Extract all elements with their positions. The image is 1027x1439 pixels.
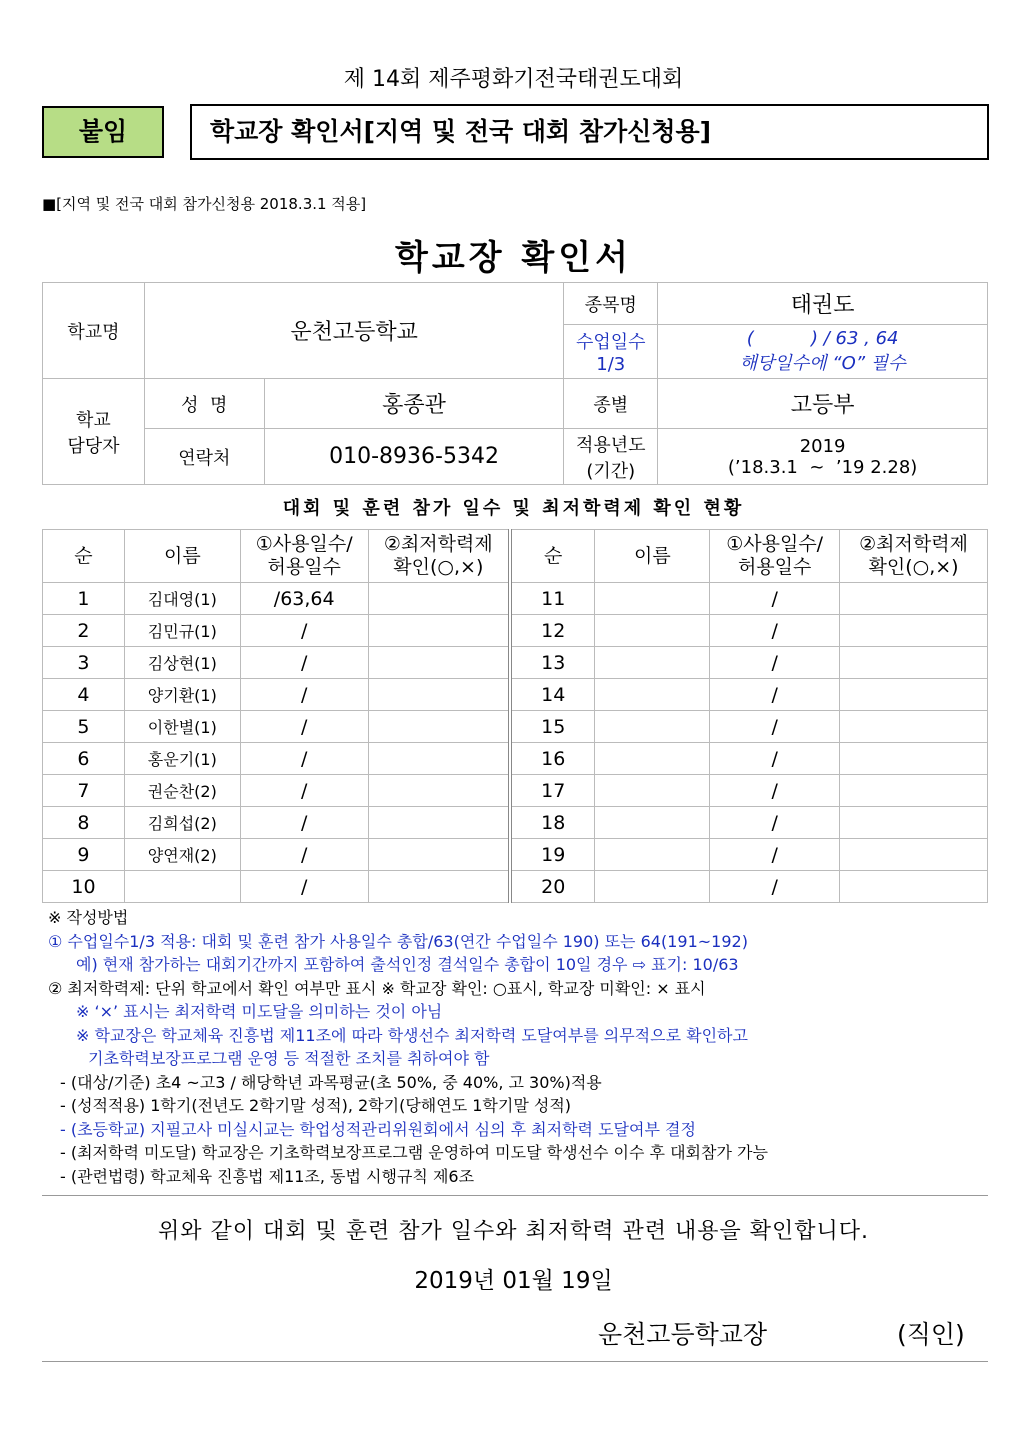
contact-value: 010-8936-5342 bbox=[264, 429, 564, 485]
table-row bbox=[43, 615, 988, 647]
row-number: 11 bbox=[510, 583, 595, 615]
min-grade-check bbox=[840, 871, 988, 903]
student-name: 권순찬(2) bbox=[124, 775, 240, 807]
student-name bbox=[595, 743, 710, 775]
class-days-label-1: 수업일수 bbox=[575, 332, 646, 353]
min-grade-check bbox=[840, 839, 988, 871]
header-no: 순 bbox=[510, 530, 595, 583]
min-grade-check bbox=[840, 743, 988, 775]
days-used: / bbox=[240, 839, 368, 871]
detail-5: - (관련법령) 학교체육 진흥법 제11조, 동법 시행규칙 제6조 bbox=[60, 1166, 475, 1186]
row-number: 13 bbox=[510, 647, 595, 679]
table-row bbox=[43, 711, 988, 743]
roster-title: 대회 및 훈련 참가 일수 및 최저학력제 확인 현황 bbox=[282, 498, 745, 519]
table-row bbox=[43, 807, 988, 839]
row-number: 9 bbox=[43, 839, 125, 871]
student-name bbox=[595, 679, 710, 711]
roster-table bbox=[42, 529, 988, 903]
manager-label bbox=[43, 379, 145, 485]
row-number: 7 bbox=[43, 775, 125, 807]
attachment-badge: 붙임 bbox=[42, 106, 164, 158]
class-days-label-2: 1/3 bbox=[596, 354, 626, 375]
instructions bbox=[48, 906, 993, 1188]
instruction-2-note-b: ※ 학교장은 학교체육 진흥법 제11조에 따라 학생선수 최저학력 도달여부를 의무적으로 확인하고 bbox=[76, 1025, 748, 1045]
days-used: / bbox=[710, 583, 840, 615]
student-name bbox=[124, 871, 240, 903]
school-name: 운천고등학교 bbox=[144, 283, 563, 379]
header-min-2: 확인(○,×) bbox=[868, 556, 959, 578]
row-number: 6 bbox=[43, 743, 125, 775]
official-seal: (직인) bbox=[897, 1320, 965, 1349]
row-number: 17 bbox=[510, 775, 595, 807]
class-days-label bbox=[564, 325, 658, 379]
student-name bbox=[595, 583, 710, 615]
header-days-1: ①사용일수/ bbox=[726, 533, 824, 555]
year-value-1: 2019 bbox=[799, 435, 846, 457]
days-used: / bbox=[240, 807, 368, 839]
min-grade-check bbox=[368, 871, 510, 903]
min-grade-check bbox=[368, 647, 510, 679]
header-min bbox=[368, 530, 510, 583]
days-used: / bbox=[710, 807, 840, 839]
year-label-2: (기간) bbox=[586, 460, 636, 482]
divider bbox=[42, 1195, 988, 1196]
class-days-value bbox=[658, 325, 988, 379]
student-name bbox=[595, 807, 710, 839]
row-number: 5 bbox=[43, 711, 125, 743]
header-name: 이름 bbox=[595, 530, 710, 583]
min-grade-check bbox=[840, 583, 988, 615]
table-row bbox=[43, 839, 988, 871]
student-name bbox=[595, 647, 710, 679]
principal-title: 운천고등학교장 bbox=[598, 1320, 768, 1349]
min-grade-check bbox=[368, 615, 510, 647]
header-days-2: 허용일수 bbox=[267, 556, 341, 578]
min-grade-check bbox=[368, 679, 510, 711]
detail-4: - (최저학력 미도달) 학교장은 기초학력보장프로그램 운영하여 미도달 학생선수 이수 후 대회참가 가능 bbox=[60, 1143, 768, 1162]
issue-date: 2019년 01월 19일 bbox=[414, 1268, 613, 1294]
days-used: / bbox=[710, 839, 840, 871]
year-value bbox=[658, 429, 988, 485]
instruction-2-text: ② 최저학력제: 단위 학교에서 확인 여부만 표시 ※ 학교장 확인: ○표시, 학교장 미확인: × 표시 bbox=[48, 978, 706, 998]
student-name: 이한별(1) bbox=[124, 711, 240, 743]
row-number: 2 bbox=[43, 615, 125, 647]
header-min-1: ②최저학력제 bbox=[859, 533, 968, 555]
year-value-2: (’18.3.1 ~ ’19 2.28) bbox=[727, 456, 918, 478]
instruction-2-note-c: 기초학력보장프로그램 운영 등 적절한 조치를 취하여야 함 bbox=[88, 1049, 490, 1068]
row-number: 15 bbox=[510, 711, 595, 743]
days-used: / bbox=[710, 871, 840, 903]
header-no: 순 bbox=[43, 530, 125, 583]
days-used: / bbox=[710, 679, 840, 711]
info-table bbox=[42, 282, 988, 485]
header-min-2: 확인(○,×) bbox=[393, 556, 484, 578]
student-name bbox=[595, 711, 710, 743]
student-name bbox=[595, 871, 710, 903]
header-min-1: ②최저학력제 bbox=[383, 533, 493, 555]
instruction-2 bbox=[48, 977, 993, 1001]
days-used: / bbox=[240, 615, 368, 647]
days-used: / bbox=[710, 743, 840, 775]
school-label: 학교명 bbox=[43, 283, 145, 379]
division-label: 종별 bbox=[564, 379, 658, 429]
student-name: 김민규(1) bbox=[124, 615, 240, 647]
class-days-value-2: 해당일수에 “O” 필수 bbox=[739, 353, 906, 374]
detail-2: - (성적적용) 1학기(전년도 2학기말 성적), 2학기(당해연도 1학기말 성적) bbox=[60, 1096, 572, 1115]
student-name: 김상현(1) bbox=[124, 647, 240, 679]
table-row bbox=[43, 583, 988, 615]
days-used: / bbox=[710, 615, 840, 647]
row-number: 8 bbox=[43, 807, 125, 839]
header-min bbox=[840, 530, 988, 583]
row-number: 19 bbox=[510, 839, 595, 871]
instruction-1-example: 예) 현재 참가하는 대회기간까지 포함하여 출석인정 결석일수 총합이 10일 경우 ⇨ 표기: 10/63 bbox=[76, 955, 739, 974]
student-name: 김희섭(2) bbox=[124, 807, 240, 839]
manager-label-1: 학교 bbox=[76, 409, 111, 431]
row-number: 1 bbox=[43, 583, 125, 615]
days-used: / bbox=[710, 647, 840, 679]
days-used: / bbox=[240, 871, 368, 903]
min-grade-check bbox=[840, 615, 988, 647]
class-days-value-1: ( ) / 63 , 64 bbox=[746, 328, 899, 349]
sport-value: 태권도 bbox=[658, 283, 988, 325]
row-number: 10 bbox=[43, 871, 125, 903]
instruction-2-note-a: ※ ‘×’ 표시는 최저학력 미도달을 의미하는 것이 아님 bbox=[76, 1002, 443, 1021]
table-row bbox=[43, 743, 988, 775]
detail-3: - (초등학교) 지필고사 미실시교는 학업성적관리위원회에서 심의 후 최저학력 도달여부 결정 bbox=[60, 1119, 696, 1139]
table-row bbox=[43, 647, 988, 679]
student-name: 양기환(1) bbox=[124, 679, 240, 711]
min-grade-check bbox=[368, 743, 510, 775]
header-days-1: ①사용일수/ bbox=[255, 533, 353, 555]
confirmation-statement: 위와 같이 대회 및 훈련 참가 일수와 최저학력 관련 내용을 확인합니다. bbox=[158, 1219, 869, 1244]
days-used: / bbox=[240, 711, 368, 743]
sport-label: 종목명 bbox=[564, 283, 658, 325]
manager-name: 홍종관 bbox=[264, 379, 564, 429]
row-number: 14 bbox=[510, 679, 595, 711]
name-label: 성 명 bbox=[144, 379, 264, 429]
header-days-2: 허용일수 bbox=[737, 556, 812, 578]
days-used: / bbox=[710, 775, 840, 807]
min-grade-check bbox=[840, 647, 988, 679]
row-number: 4 bbox=[43, 679, 125, 711]
days-used: / bbox=[710, 711, 840, 743]
table-row bbox=[43, 775, 988, 807]
min-grade-check bbox=[368, 839, 510, 871]
student-name bbox=[595, 615, 710, 647]
student-name: 홍운기(1) bbox=[124, 743, 240, 775]
year-label-1: 적용년도 bbox=[575, 434, 646, 456]
header-days bbox=[240, 530, 368, 583]
days-used: / bbox=[240, 743, 368, 775]
instruction-1: ① 수업일수1/3 적용: 대회 및 훈련 참가 사용일수 총합/63(연간 수업일수 190) 또는 64(191~192) bbox=[48, 931, 748, 951]
min-grade-check bbox=[368, 583, 510, 615]
min-grade-check bbox=[840, 679, 988, 711]
divider bbox=[42, 1361, 988, 1362]
min-grade-check bbox=[368, 775, 510, 807]
form-note: ■[지역 및 전국 대회 참가신청용 2018.3.1 적용] bbox=[42, 195, 367, 213]
instructions-heading: ※ 작성방법 bbox=[48, 908, 129, 927]
event-title: 제 14회 제주평화기전국태권도대회 bbox=[343, 67, 684, 92]
student-name bbox=[595, 839, 710, 871]
attachment-title: 학교장 확인서[지역 및 전국 대회 참가신청용] bbox=[190, 104, 989, 160]
days-used: / bbox=[240, 775, 368, 807]
header-name: 이름 bbox=[124, 530, 240, 583]
division-value: 고등부 bbox=[658, 379, 988, 429]
student-name: 양연재(2) bbox=[124, 839, 240, 871]
table-row bbox=[43, 679, 988, 711]
header-days bbox=[710, 530, 840, 583]
days-used: / bbox=[240, 647, 368, 679]
year-label bbox=[564, 429, 658, 485]
manager-label-2: 담당자 bbox=[67, 435, 120, 457]
row-number: 12 bbox=[510, 615, 595, 647]
days-used: /63,64 bbox=[240, 583, 368, 615]
contact-label: 연락처 bbox=[144, 429, 264, 485]
min-grade-check bbox=[368, 807, 510, 839]
student-name: 김대영(1) bbox=[124, 583, 240, 615]
days-used: / bbox=[240, 679, 368, 711]
row-number: 20 bbox=[510, 871, 595, 903]
row-number: 18 bbox=[510, 807, 595, 839]
min-grade-check bbox=[840, 807, 988, 839]
min-grade-check bbox=[840, 711, 988, 743]
student-name bbox=[595, 775, 710, 807]
detail-1: - (대상/기준) 초4 ~고3 / 해당학년 과목평균(초 50%, 중 40%, 고 30%)적용 bbox=[60, 1072, 602, 1092]
min-grade-check bbox=[368, 711, 510, 743]
table-row bbox=[43, 871, 988, 903]
document-title: 학교장 확인서 bbox=[395, 238, 632, 278]
row-number: 3 bbox=[43, 647, 125, 679]
min-grade-check bbox=[840, 775, 988, 807]
row-number: 16 bbox=[510, 743, 595, 775]
